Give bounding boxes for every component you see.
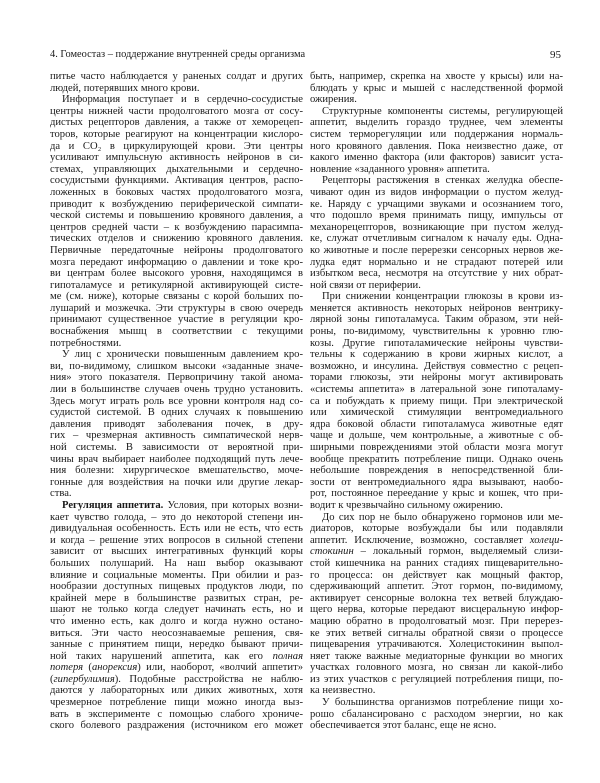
text-line: ви центрам более высокого уровня, находящимся в <box>50 268 303 280</box>
italic-term: потеря <box>50 662 84 674</box>
text-run: ) или, наоборот, «волчий аппетит» <box>137 662 303 674</box>
text-line <box>50 651 303 663</box>
text-line: дивидуальная особенность. Есть или не есть, что́ есть <box>50 523 303 535</box>
text-line: са и побуждать к приему пищи. При электрической <box>310 395 563 407</box>
text-line: или химической стимуляции вентромедиального <box>310 407 563 419</box>
text-line: ства. <box>50 488 72 500</box>
text-line: и когда – решение этих вопросов в сильной степени <box>50 534 303 546</box>
text-run: – локальный гормон, выделяемый слизи- <box>353 546 563 558</box>
text-line: стой кишечника на ранних стадиях пищеварительно- <box>310 557 563 569</box>
text-line: виться. Эти часто неосознаваемые решения, свя- <box>50 627 303 639</box>
text-line: вать в эксперименте с помощью слабого хрониче- <box>50 708 303 720</box>
text-line: козы. Другие гипоталамические нейроны чувстви- <box>310 337 563 349</box>
text-line: гипоталамусе и ретикулярной активирующей систе- <box>50 279 303 291</box>
running-head <box>50 48 563 62</box>
text-line: небольшие повреждения в непосредственной бли- <box>310 465 563 477</box>
text-line: лии в большинстве случаев очень трудно установить. <box>50 384 303 396</box>
text-line: ке, служат отчетливым сигналом к началу еды. Одна- <box>310 233 563 245</box>
text-line: тических отделов и снижению кровяного давления. <box>50 233 303 245</box>
text-line: что́ именно есть, как долго и когда нужно остано- <box>50 615 303 627</box>
text-line: няет также важные медиаторные функции во многих <box>310 650 563 662</box>
text-line: сдерживающий аппетит. Этот гормон, по-видимому, <box>310 581 563 593</box>
text-line: мозга передают информацию о давлении и токе кро- <box>50 256 303 268</box>
text-line: ядра боковой области гипоталамуса животные едят <box>310 418 563 430</box>
text-line: ного кровяного давления. Пока неизвестно даже, от <box>310 140 563 152</box>
italic-term: гипербулимия <box>53 673 115 685</box>
text-line: «системы аппетита» в латеральной зоне гипоталаму- <box>310 384 563 396</box>
text-line: ной системы. В зависимости от вероятной при- <box>50 442 303 453</box>
text-line: лудка едят нормально и не страдают потерей или <box>310 256 563 268</box>
running-title: 4. Гомеостаз – поддержание внутренней среды организма <box>50 49 306 60</box>
text-line: Первичные передаточные нейроны продолговатого <box>50 244 303 256</box>
text-line: кает чувство голода, – это до некоторой степени ин- <box>50 511 303 523</box>
page-number: 95 <box>550 49 561 61</box>
text-line: центров средней части – к возбуждению парасимпа- <box>50 221 303 233</box>
text-line: ко животные и после перерезки сенсорных нервов же- <box>310 244 563 256</box>
text-line: шают не только когда следует начинать есть, но и <box>50 604 303 616</box>
text-line <box>50 662 303 674</box>
text-line: Структурные компоненты системы, регулирующей <box>322 105 563 117</box>
text-line: ке. Наряду с урчащими звуками и осознанием того, <box>310 198 563 210</box>
text-run: ( <box>83 662 92 674</box>
text-line: крайней мере в большинстве развитых стран, ре- <box>50 592 303 604</box>
text-line: даются у лабораторных или диких животных, хотя <box>50 685 303 697</box>
text-line: сосудистыми функциями. Активация центров, распо- <box>50 175 303 187</box>
text-line: чивают один из видов информации о пустом желуд- <box>310 186 563 198</box>
text-line: быть, например, скрепка на хвосте у крысы) или на- <box>310 71 563 82</box>
text-line: воснабжения мышц в соответствии с текущими <box>50 326 303 338</box>
text-line: ширными повреждениями этой области мозга могут <box>310 442 563 453</box>
text-line: ви, по-видимому, слишком высоки «заданные значе- <box>50 360 303 372</box>
text-line: гонные для воздействия на почки или другие лекар- <box>50 476 303 488</box>
text-line: какого именно фактора (или факторов) зависит уста- <box>310 152 563 164</box>
text-line: активирует сенсорные волокна тех ветвей блуждаю- <box>310 592 563 604</box>
text-line: избытком веса, несмотря на отсутствие у них обрат- <box>310 268 563 280</box>
text-line: ме (см. ниже), которые связаны с корой больших по- <box>50 291 303 303</box>
text-line: ния болезни: хирургическое вмешательство, моче- <box>50 465 303 477</box>
text-line: роны, по-видимому, чувствительны к уровню глю- <box>310 326 563 338</box>
text-line: мацию обратно в продолговатый мозг. При перерез- <box>310 615 563 627</box>
text-line: лярной зоны гипоталамуса. Таким образом, эти ней- <box>310 314 563 326</box>
italic-term: стокинин <box>310 546 354 558</box>
text-line: торами глюкозы, эти нейроны могут активировать <box>310 372 563 384</box>
text-line: людей, потерявших много крови. <box>50 82 200 94</box>
text-line: чаще и дольше, чем контрольные, а животные с об- <box>310 430 563 442</box>
text-line: ния» этого показателя. Первопричину такой анома- <box>50 372 303 384</box>
text-line: меняется активность некоторых нейронов вентрику- <box>310 302 563 314</box>
text-line: ной связи от периферии. <box>310 279 421 291</box>
text-line <box>50 500 303 512</box>
text-line: щего нерва, которые передают висцеральную инфор- <box>310 604 563 616</box>
text-line: больших полушарий. На наш выбор оказывают <box>50 557 303 569</box>
text-line: У большинства организмов потребление пищи хо- <box>322 697 563 709</box>
text-line: дистых рецепторов давления, а также от хеморецеп- <box>50 117 303 129</box>
text-run: ). Подобные расстройства не наблю- <box>114 673 303 685</box>
text-line: го процесса: он действует как мощный фактор, <box>310 569 563 581</box>
text-line: нообразии доступных пищевых продуктов люди, по <box>50 581 303 593</box>
text-line: торов, которые реагируют на концентрации кислоро- <box>50 128 303 140</box>
text-line: центры нижней части продолговатого мозга от сосу- <box>50 105 303 117</box>
text-line: приводит к возбуждению периферической симпати- <box>50 198 303 210</box>
text-line: систем терморегуляции или поддержания нормаль- <box>310 128 563 140</box>
text-line: питье часто наблюдается у раненых солдат и других <box>50 71 303 82</box>
italic-term: холеци- <box>529 534 563 546</box>
text-line: занные с принятием пищи, нередко бывают причи- <box>50 639 303 651</box>
text-line: аппетит, выделить гораздо труднее, чем элементы <box>310 117 563 129</box>
text-line: ке этих ветвей сигналы обратной связи о процессе <box>310 627 563 639</box>
text-line: чрезмерное потребление пищи можно иногда выз- <box>50 697 303 709</box>
text-line: судистой системой. В одних случаях к повышению <box>50 407 303 419</box>
text-line: ожирения. <box>310 94 357 106</box>
text-line: что подошло время принимать пищу, импульсы от <box>310 210 563 222</box>
text-line: Информация поступает и в сердечно-сосудистые <box>62 94 303 106</box>
text-line: чины врач выбирает наиболее подходящий путь лече- <box>50 453 303 465</box>
text-run: аппетит. Исключение, возможно, составляет <box>310 534 530 546</box>
text-line: ка неизвестно. <box>310 685 376 697</box>
text-line: потребностями. <box>50 337 122 349</box>
text-line: Рецепторы растяжения в стенках желудка обеспе- <box>322 175 563 187</box>
text-line <box>50 674 303 686</box>
text-line: ского болевого раздражения (источником его может <box>50 720 303 732</box>
text-line: давления приводят заболевания почек, в дру- <box>50 418 303 430</box>
text-line: рот, постоянное переедание у крыс и кошек, что при- <box>310 488 563 500</box>
text-run: ной таких нарушений аппетита, как его <box>50 650 273 662</box>
italic-term: полная <box>272 650 303 662</box>
text-line: До сих пор не было обнаружено гормонов или ме- <box>322 511 563 523</box>
text-line: гих – чрезмерная активность симпатической нерв- <box>50 430 303 442</box>
text-column-left <box>50 71 303 732</box>
text-line: рошо сбалансировано с расходом энергии, но как <box>310 708 563 720</box>
text-line: механорецепторов, возникающие при пустом желуд- <box>310 221 563 233</box>
text-line: возможно, и инсулина. Действуя совместно с рецеп- <box>310 360 563 372</box>
text-line: усиливают импульсную активность нейронов в си- <box>50 152 303 164</box>
text-line: диаторов, которые возбуждали бы или подавляли <box>310 523 563 535</box>
text-line: Здесь могут играть роль все уровни контроля над со- <box>50 395 303 407</box>
text-column-right <box>310 71 563 732</box>
text-line: зости от вентромедиального ядра вызывают, наобо- <box>310 476 563 488</box>
text-line: блюдать у крыс и мышей с наследственной формой <box>310 82 563 94</box>
text-line: принимают существенное участие в регуляции кро- <box>50 314 303 326</box>
text-line: стемах, управляющих дыхательными и сердечно- <box>50 163 303 175</box>
text-line: При снижении концентрации глюкозы в крови из- <box>322 291 563 303</box>
text-line: лушарий и мозжечка. Эти структуры в свою очередь <box>50 302 303 314</box>
text-line: ложенных в боковых частях продолговатого мозга, <box>50 186 303 198</box>
text-line: водит к чрезвычайно сильному ожирению. <box>310 499 503 511</box>
text-run: ( <box>50 673 54 685</box>
text-line: ческой системы и повышению кровяного давления, а <box>50 210 303 222</box>
italic-term: анорексия <box>91 662 138 674</box>
bold-run-in-heading: Регуляция аппетита. <box>62 499 164 511</box>
text-line: из этих участков с регуляцией потребления пищи, по- <box>310 673 563 685</box>
text-line: зависит от высших интегративных функций коры <box>50 546 303 558</box>
text-line <box>310 535 563 547</box>
text-line: новление «заданного уровня» аппетита. <box>310 163 490 175</box>
text-line: обеспечивается этот баланс, еще не ясно. <box>310 720 497 732</box>
text-line: участках головного мозга, но связан ли какой-либо <box>310 662 563 674</box>
text-run: Условия, при которых возни- <box>163 499 303 511</box>
text-line: У лиц с хронически повышенным давлением кро- <box>62 349 303 361</box>
text-line: пищеварения утрачиваются. Холецистокинин выпол- <box>310 639 563 651</box>
text-line: вообще прекратить потребление пищи. Однако очень <box>310 453 563 465</box>
text-line: тельны к содержанию в крови жирных кислот, а <box>310 349 563 361</box>
text-line: влияние и социальные моменты. При обилии и раз- <box>50 569 303 581</box>
text-line <box>310 546 563 558</box>
text-line: да и CO₂ в циркулирующей крови. Эти центры <box>50 140 303 152</box>
